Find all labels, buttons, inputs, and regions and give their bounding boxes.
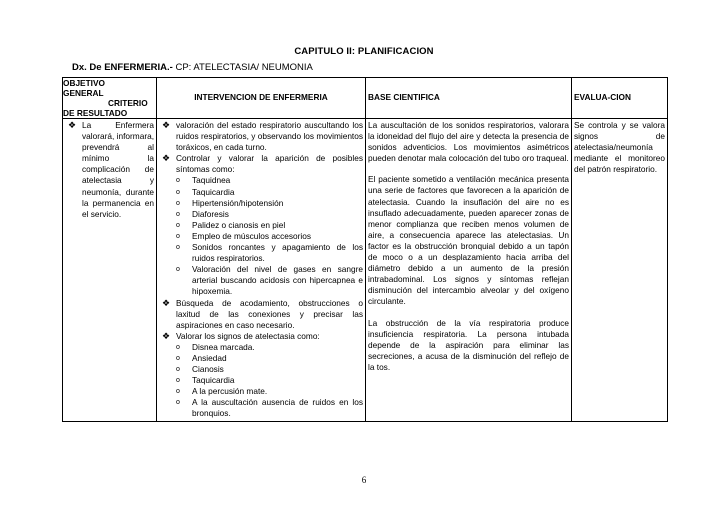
objetivo-item — [65, 120, 154, 220]
circle-bullet-icon: o — [176, 343, 180, 351]
sign-text: A la auscultación ausencia de ruidos en los bronquios. — [192, 397, 363, 419]
symptom-text: Valoración del nivel de gases en sangre arterial buscando acidosis con hipercapnea e hipoxemia. — [192, 264, 363, 297]
circle-bullet-icon: o — [176, 399, 180, 407]
symptom-item — [159, 242, 363, 264]
sign-item — [159, 397, 363, 419]
circle-bullet-icon: o — [176, 388, 180, 396]
symptom-text: Diaforesis — [192, 208, 229, 219]
header-objetivo-line3: CRITERIO — [108, 98, 148, 108]
header-intervencion: INTERVENCION DE ENFERMERIA — [157, 78, 366, 119]
symptom-item — [159, 175, 363, 186]
sign-text: Ansiedad — [192, 352, 227, 363]
diamond-bullet-icon: ❖ — [162, 297, 171, 308]
sign-item — [159, 342, 363, 353]
header-objetivo-line2: GENERAL — [63, 88, 104, 98]
circle-bullet-icon: o — [176, 366, 180, 374]
symptom-text: Sonidos roncantes y apagamiento de los ruidos respiratorios. — [192, 242, 363, 264]
symptom-text: Hipertensión/hipotensión — [192, 197, 284, 208]
header-base: BASE CIENTIFICA — [366, 78, 572, 119]
intervention-item — [159, 298, 363, 331]
base-paragraph: La obstrucción de la vía respiratoria produce insuficiencia respiratoria. La persona intubada depende de la aspiración para eliminar las secreciones, a acusa de la disminución del reflejo de la tos. — [368, 317, 569, 372]
circle-bullet-icon: o — [176, 232, 180, 240]
base-paragraph: La auscultación de los sonidos respiratorios, valorara la idoneidad del flujo del aire y detecta la presencia de sonidos adventicios. Los movimientos asimétricos pueden denotar mala colocación del tubo oro traqueal. — [368, 120, 569, 164]
diamond-bullet-icon: ❖ — [68, 120, 77, 130]
symptom-text: Palidez o cianosis en piel — [192, 219, 286, 230]
circle-bullet-icon: o — [176, 188, 180, 196]
symptom-item — [159, 220, 363, 231]
diamond-bullet-icon: ❖ — [162, 153, 171, 164]
base-cientifica-cell — [366, 119, 572, 422]
sign-item — [159, 353, 363, 364]
circle-bullet-icon: o — [176, 354, 180, 362]
sign-item — [159, 364, 363, 375]
intervention-text: Controlar y valorar la aparición de posibles síntomas como: — [176, 153, 363, 175]
table-row — [63, 119, 668, 422]
symptom-text: Empleo de músculos accesorios — [192, 230, 311, 241]
intervention-text: Valorar los signos de atelectasia como: — [176, 330, 320, 341]
symptom-item — [159, 264, 363, 297]
header-evaluacion: EVALUA-CION — [572, 78, 668, 119]
base-paragraph: El paciente sometido a ventilación mecánica presenta una serie de factores que favorecen a la aparición de atelectasia. Cuando la insuflación del aire no es insuflado adecuadamente, pueden aparecer zonas de menor complianza que reciben menos volumen de aire, a consecuencia aparece las atelectasias. Un factor es la obstrucción bronquial debido a un tapón de moco o a un desplazamiento hacia arriba del diámetro debido a un aumento de la presión intrabadominal. Los signos y síntomas reflejan disminución del intercambio alveolar y del oxígeno circulante. — [368, 174, 569, 307]
circle-bullet-icon: o — [176, 244, 180, 252]
diamond-bullet-icon: ❖ — [162, 120, 171, 130]
header-objetivo — [63, 78, 157, 119]
circle-bullet-icon: o — [176, 199, 180, 207]
symptom-item — [159, 198, 363, 209]
circle-bullet-icon: o — [176, 221, 180, 229]
circle-bullet-icon: o — [176, 266, 180, 274]
circle-bullet-icon: o — [176, 177, 180, 185]
care-plan-table — [62, 77, 668, 422]
page-title: CAPITULO II: PLANIFICACION — [294, 46, 434, 57]
symptom-item — [159, 231, 363, 242]
sign-text: Taquicardia — [192, 375, 235, 386]
symptom-item — [159, 209, 363, 220]
header-objetivo-line4: DE RESULTADO — [63, 108, 128, 118]
symptom-text: Taquicardia — [192, 186, 235, 197]
diagnosis-label: Dx. De ENFERMERIA.- — [72, 62, 173, 73]
intervention-item — [159, 153, 363, 175]
diagnosis-line — [72, 62, 313, 73]
sign-item — [159, 375, 363, 386]
table-header-row — [63, 78, 668, 119]
sign-text: Disnea marcada. — [192, 341, 255, 352]
evaluacion-text: Se controla y se valora signos de atelectasia/neumonía mediante el monitoreo del patrón respiratorio. — [574, 120, 665, 175]
symptom-text: Taquidnea — [192, 175, 231, 186]
intervention-text: Búsqueda de acodamiento, obstrucciones o laxitud de las conexiones y precisar las aspiraciones en caso necesario. — [176, 297, 363, 330]
evaluacion-cell — [572, 119, 668, 422]
intervencion-cell — [157, 119, 366, 422]
diamond-bullet-icon: ❖ — [162, 330, 171, 341]
symptom-item — [159, 187, 363, 198]
header-objetivo-line1: OBJETIVO — [63, 78, 105, 88]
sign-item — [159, 386, 363, 397]
circle-bullet-icon: o — [176, 210, 180, 218]
objetivo-cell — [63, 119, 157, 422]
intervention-item — [159, 331, 363, 342]
objetivo-text: La Enfermera valorará, informara, prevendrá al mínimo la complicación de atelectasia y neumonía, durante la permanencia en el servicio. — [82, 120, 154, 219]
circle-bullet-icon: o — [176, 377, 180, 385]
sign-text: A la percusión mate. — [192, 386, 268, 397]
page-number: 6 — [361, 475, 367, 485]
sign-text: Cianosis — [192, 364, 224, 375]
intervention-item — [159, 120, 363, 153]
diagnosis-value: CP: ATELECTASIA/ NEUMONIA — [172, 62, 313, 73]
intervention-text: valoración del estado respiratorio auscultando los ruidos respiratorios, y observando los movimientos toráxicos, en cada turno. — [176, 120, 363, 153]
